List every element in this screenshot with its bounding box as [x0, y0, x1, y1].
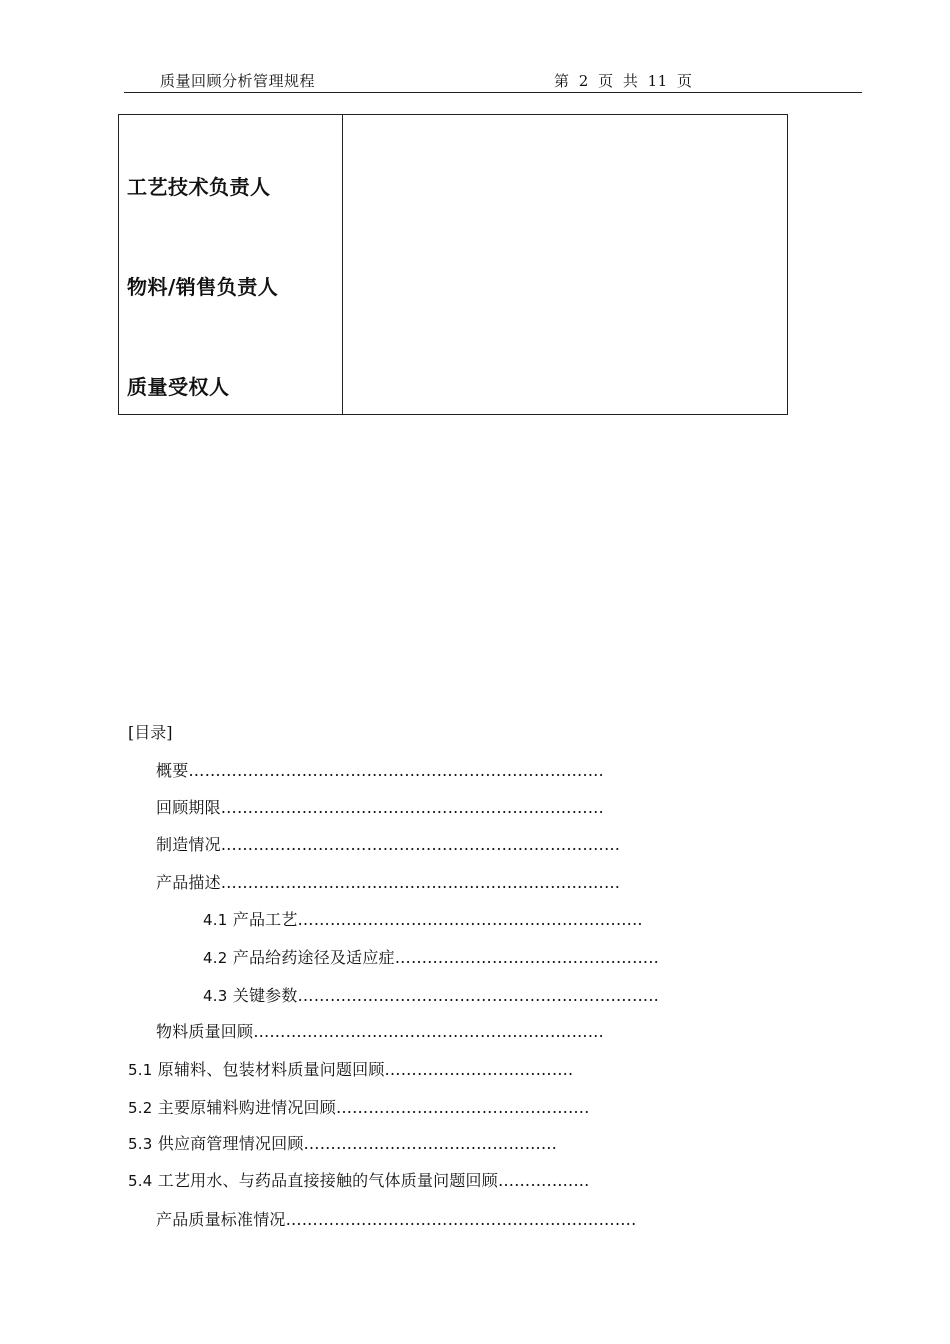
toc-item-text: 产品给药途径及适应症………………………….……….…….. [227, 948, 659, 967]
toc-item-text: 关键参数………………………………………….……….…….. [227, 986, 659, 1005]
toc-item-product-description[interactable] [156, 870, 620, 893]
toc-item-text: 回顾期限………………………………………………….…….…… [156, 798, 604, 817]
toc-item-text: 概要……………………………….……………………………….… [156, 761, 604, 780]
toc-item-text: 制造情况………………………………………………….……….…… [156, 835, 621, 854]
toc-item-4-2[interactable] [203, 945, 659, 968]
toc-item-text: 主要原辅料购进情况回顾……………………………….………. [152, 1098, 590, 1117]
toc-item-manufacturing[interactable] [156, 832, 620, 855]
toc-item-4-1[interactable] [203, 907, 643, 930]
toc-item-review-period[interactable] [156, 795, 604, 818]
toc-item-5-3[interactable] [128, 1131, 557, 1154]
toc-heading: [目录] [128, 723, 173, 742]
toc-item-number: 4.3 [203, 987, 228, 1005]
sign-label-process-tech: 工艺技术负责人 [127, 175, 271, 199]
toc-item-text: 产品工艺……………………………………….……….…….. [227, 910, 643, 929]
toc-item-5-1[interactable] [128, 1057, 573, 1080]
page-header [124, 66, 862, 93]
toc-item-number: 5.2 [128, 1099, 153, 1117]
toc-item-material-review[interactable] [156, 1019, 604, 1042]
sign-label-material-sales: 物料/销售负责人 [127, 275, 279, 299]
toc-item-text: 产品描述………………………………………………….……….…… [156, 873, 621, 892]
signature-table [118, 114, 788, 415]
toc-item-text: 原辅料、包装材料质量问题回顾…………………….………. [152, 1060, 574, 1079]
toc-item-text: 工艺用水、与药品直接接触的气体质量问题回顾……….….… [152, 1171, 590, 1190]
toc-item-number: 5.3 [128, 1135, 153, 1153]
toc-item-overview[interactable] [156, 758, 604, 781]
toc-item-text: 产品质量标准情况……………………………………………….………. [156, 1210, 637, 1229]
sign-label-qualified-person: 质量受权人 [127, 375, 230, 399]
toc-item-number: 5.1 [128, 1061, 153, 1079]
page-number: 第 2 页 共 11 页 [554, 72, 693, 90]
toc-item-4-3[interactable] [203, 983, 659, 1006]
toc-item-text: 供应商管理情况回顾……………………….….…………… [152, 1134, 558, 1153]
toc-item-quality-standard[interactable] [156, 1207, 636, 1230]
toc-item-5-2[interactable] [128, 1095, 590, 1118]
toc-item-number: 4.2 [203, 949, 228, 967]
toc-item-number: 4.1 [203, 911, 228, 929]
document-title: 质量回顾分析管理规程 [160, 72, 316, 90]
toc-item-5-4[interactable] [128, 1168, 590, 1191]
toc-item-text: 物料质量回顾………………………………………….…….……… [156, 1022, 604, 1041]
toc-item-number: 5.4 [128, 1172, 153, 1190]
table-column-divider [342, 115, 343, 414]
